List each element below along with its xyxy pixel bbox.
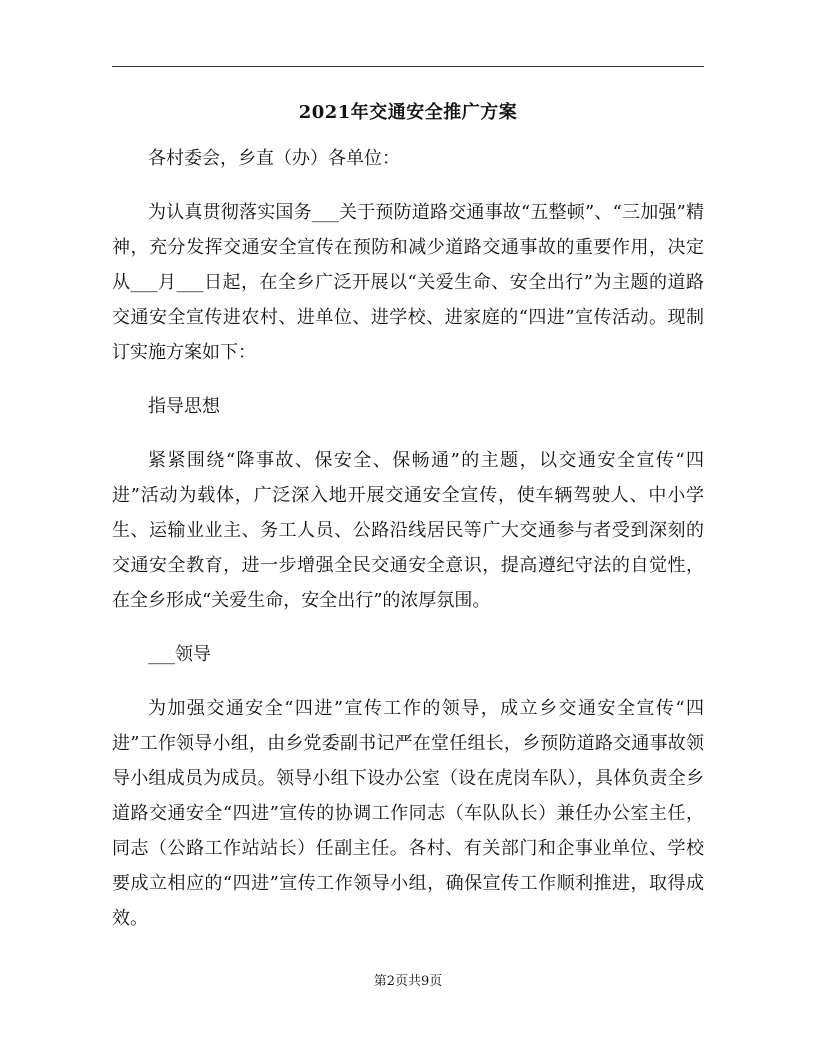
header-rule — [112, 66, 704, 67]
section-heading-guiding: 指导思想 — [148, 396, 220, 417]
paragraph-guiding: 紧紧围绕“降事故、保安全、保畅通”的主题，以交通安全宣传“四进”活动为载体，广泛深入地开展交通安全宣传，使车辆驾驶人、中小学生、运输业业主、务工人员、公路沿线居民等广大交通参与者受到深刻的交通安全教育，进一步增强全民交通安全意识，提高遵纪守法的自觉性，在全乡形成“关爱生命，安全出行”的浓厚氛围。 — [112, 450, 704, 611]
document-body — [112, 141, 704, 955]
salutation: 各村委会，乡直（办）各单位： — [148, 148, 400, 169]
document-title: 2021年交通安全推广方案 — [298, 102, 518, 123]
page-indicator: 第2页共9页 — [373, 974, 443, 989]
paragraph-leadership: 为加强交通安全“四进”宣传工作的领导，成立乡交通安全宣传“四进”工作领导小组，由乡党委副书记严在堂任组长，乡预防道路交通事故领导小组成员为成员。领导小组下设办公室（设在虎岗车队），具体负责全乡道路交通安全“四进”宣传的协调工作同志（车队队长）兼任办公室主任，同志（公路工作站站长）任副主任。各村、有关部门和企事业单位、学校要成立相应的“四进”宣传工作领导小组，确保宣传工作顺利推进，取得成效。 — [112, 698, 704, 929]
paragraph-intro: 为认真贯彻落实国务___关于预防道路交通事故“五整顿”、“三加强”精神，充分发挥交通安全宣传在预防和减少道路交通事故的重要作用，决定从___月___日起，在全乡广泛开展以“关爱生命、安全出行”为主题的道路交通安全宣传进农村、进单位、进学校、进家庭的“四进”宣传活动。现制订实施方案如下： — [112, 202, 704, 363]
section-heading-leadership: ___领导 — [148, 644, 211, 665]
